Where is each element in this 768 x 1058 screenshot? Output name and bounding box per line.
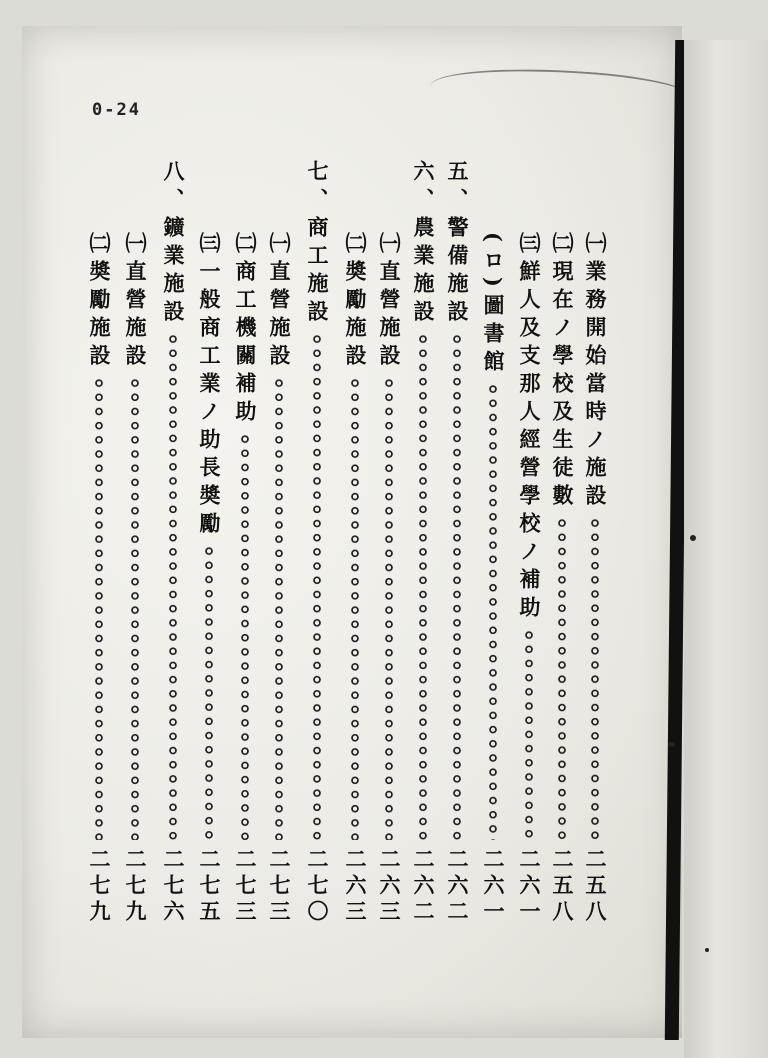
toc-entry (512, 0, 546, 1058)
toc-entry (192, 0, 226, 1058)
toc-leader-dots (382, 376, 396, 840)
toc-entry (476, 0, 510, 1058)
toc-entry (228, 0, 262, 1058)
page-number: 0-24 (92, 100, 141, 120)
scan-speck (690, 535, 696, 541)
toc-entry-page: 二七三 (267, 848, 292, 926)
toc-entry-title: 五、警備施設 (445, 160, 470, 328)
toc-leader-dots (166, 332, 180, 840)
toc-entry-title: ㈡奬勵施設 (87, 232, 112, 372)
toc-leader-dots (348, 376, 362, 840)
toc-entry (372, 0, 406, 1058)
toc-entry-page: 二七三 (233, 848, 258, 926)
toc-entry (82, 0, 116, 1058)
toc-leader-dots (522, 628, 536, 840)
toc-leader-dots (416, 332, 430, 840)
toc-entry-page: 二七九 (123, 848, 148, 926)
toc-entry-page: 二五八 (583, 848, 608, 926)
toc-entry-title: ㈡現在ノ學校及生徒數 (550, 232, 575, 512)
toc-entry-page: 二六三 (377, 848, 402, 926)
toc-entry (118, 0, 152, 1058)
toc-entry (338, 0, 372, 1058)
toc-entry-page: 二六一 (517, 848, 542, 926)
toc-entry (406, 0, 440, 1058)
scan-speck (668, 742, 675, 747)
toc-entry-page: 二七六 (161, 848, 186, 926)
toc-entry-title: ㈢一般商工業ノ助長奬勵 (197, 232, 222, 540)
toc-leader-dots (128, 376, 142, 840)
toc-entry-page: 二六二 (411, 848, 436, 926)
toc-leader-dots (486, 382, 500, 840)
toc-entry-page: 二七九 (87, 848, 112, 926)
toc-leader-dots (450, 332, 464, 840)
toc-leader-dots (202, 544, 216, 840)
toc-leader-dots (92, 376, 106, 840)
toc-entry-title: ㈡商工機關補助 (233, 232, 258, 428)
toc-entry-page: 二六二 (445, 848, 470, 926)
toc-entry-title: ㈠直營施設 (267, 232, 292, 372)
toc-leader-dots (272, 376, 286, 840)
toc-leader-dots (555, 516, 569, 840)
toc-entry-title: 六、農業施設 (411, 160, 436, 328)
toc-entry (578, 0, 612, 1058)
toc-entry-title: ㈢鮮人及支那人經營學校ノ補助 (517, 232, 542, 624)
toc-entry-page: 二六一 (481, 848, 506, 926)
toc-leader-dots (238, 432, 252, 840)
toc-entry (440, 0, 474, 1058)
toc-leader-dots (310, 332, 324, 840)
toc-entry-title: 八、鑛業施設 (161, 160, 186, 328)
adjacent-page-edge (684, 40, 768, 1058)
toc-entry-title: 七、商工施設 (305, 160, 330, 328)
toc-entry (262, 0, 296, 1058)
toc-entry-title: ㈡奬勵施設 (343, 232, 368, 372)
toc-entry-title: ㈠直營施設 (123, 232, 148, 372)
toc-entry-page: 二七〇 (305, 848, 330, 926)
toc-entry-title: ㈠業務開始當時ノ施設 (583, 232, 608, 512)
toc-entry-page: 二六三 (343, 848, 368, 926)
toc-entry-title: ㈠直營施設 (377, 232, 402, 372)
toc-entry-page: 二七五 (197, 848, 222, 926)
scan-speck (705, 948, 709, 952)
toc-entry (545, 0, 579, 1058)
toc-entry-title: (ロ)圖書館 (481, 232, 506, 378)
toc-entry (156, 0, 190, 1058)
toc-entry-page: 二五八 (550, 848, 575, 926)
toc-entry (300, 0, 334, 1058)
toc-leader-dots (588, 516, 602, 840)
